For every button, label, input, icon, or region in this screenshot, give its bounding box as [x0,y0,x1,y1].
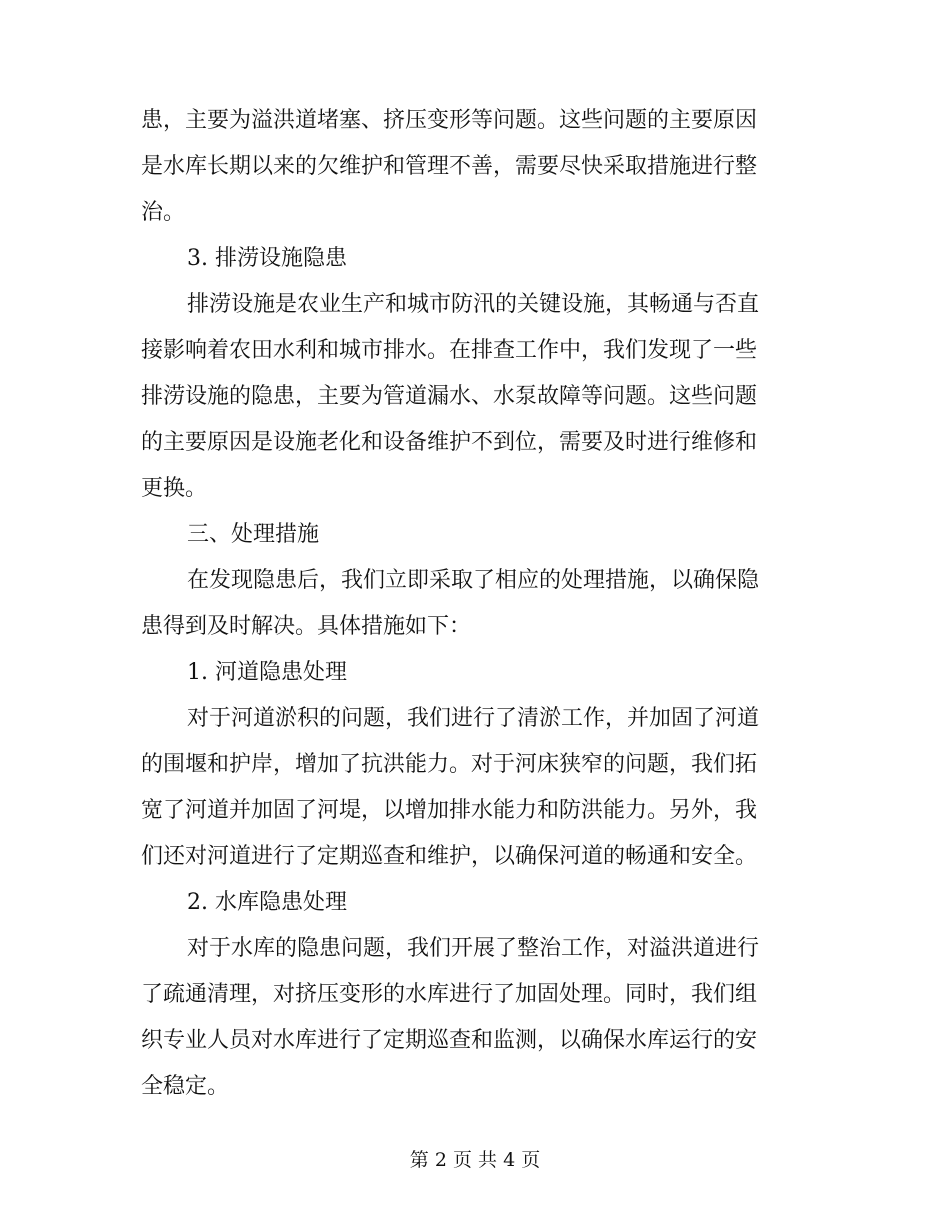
paragraph-line: 的围堰和护岸，增加了抗洪能力。对于河床狭窄的问题，我们拓 [141,752,758,777]
document-body [141,98,801,1110]
total-pages-number: 4 [503,1149,516,1171]
paragraph-line: 在发现隐患后，我们立即采取了相应的处理措施，以确保隐 [187,568,760,593]
current-page-number: 2 [434,1149,447,1171]
paragraph-line: 对于水库的隐患问题，我们开展了整治工作，对溢洪道进行 [187,936,760,961]
paragraph-line: 是水库长期以来的欠维护和管理不善，需要尽快采取措施进行整 [141,154,758,179]
page-footer [0,1146,950,1174]
paragraph-line: 们还对河道进行了定期巡查和维护，以确保河道的畅通和安全。 [141,844,758,869]
paragraph-line: 接影响着农田水利和城市排水。在排查工作中，我们发现了一些 [141,338,758,363]
paragraph-line: 排涝设施是农业生产和城市防汛的关键设施，其畅通与否直 [187,292,760,317]
paragraph-line: 织专业人员对水库进行了定期巡查和监测，以确保水库运行的安 [141,1028,758,1053]
paragraph-line: 患得到及时解决。具体措施如下： [141,614,472,639]
paragraph-line: 对于河道淤积的问题，我们进行了清淤工作，并加固了河道 [187,706,760,731]
paragraph-line: 的主要原因是设施老化和设备维护不到位，需要及时进行维修和 [141,430,758,455]
paragraph-line: 治。 [141,200,186,225]
paragraph-line: 更换。 [141,476,208,501]
paragraph-line: 患，主要为溢洪道堵塞、挤压变形等问题。这些问题的主要原因 [141,108,758,133]
section-heading: 2. 水库隐患处理 [187,890,347,915]
section-heading: 3. 排涝设施隐患 [187,246,347,271]
paragraph-line: 全稳定。 [141,1074,230,1099]
paragraph-line: 宽了河道并加固了河堤，以增加排水能力和防洪能力。另外，我 [141,798,758,823]
section-heading: 三、处理措施 [187,522,320,547]
paragraph-line: 了疏通清理，对挤压变形的水库进行了加固处理。同时，我们组 [141,982,758,1007]
paragraph-line: 排涝设施的隐患，主要为管道漏水、水泵故障等问题。这些问题 [141,384,758,409]
page-label-prefix: 第 [409,1149,429,1171]
section-heading: 1. 河道隐患处理 [187,660,347,685]
page-label-mid: 页 共 [452,1149,498,1171]
page-label-suffix: 页 [521,1149,541,1171]
